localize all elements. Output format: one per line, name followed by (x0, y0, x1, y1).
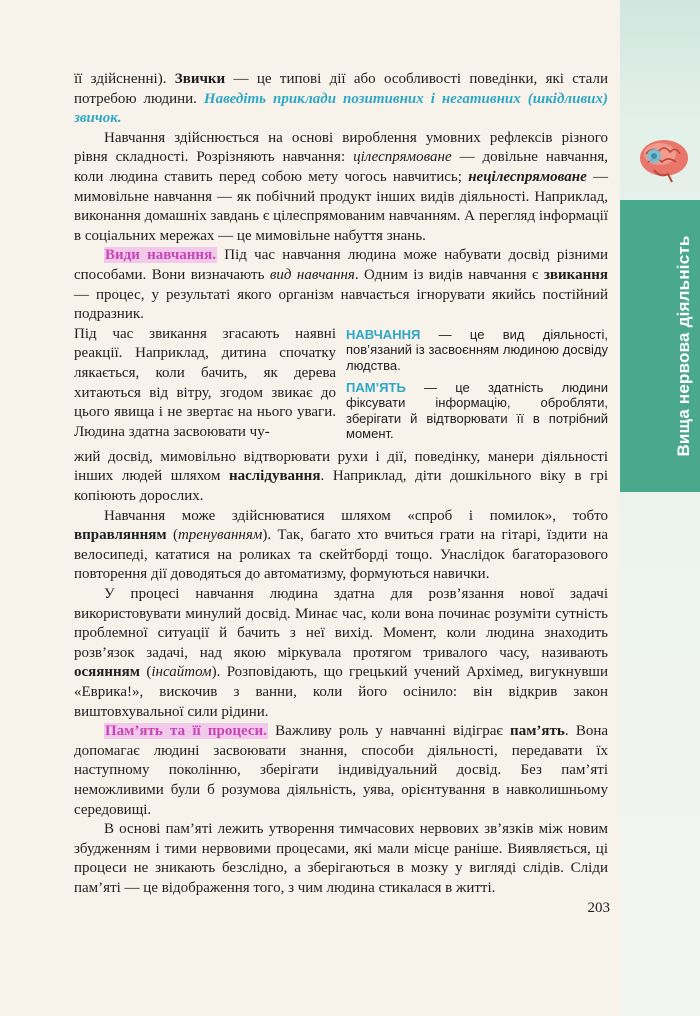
chapter-title: Вища нервова діяльність (674, 235, 693, 457)
section-heading-learning-types: Види навчання. (105, 247, 216, 264)
definition-memory: ПАМ’ЯТЬ — це здатність людини фіксувати інформацію, обробляти, зберігати й відтворювати її в потрібний момент. (346, 379, 608, 442)
paragraph-habits: її здійсненні). Звички — це типові дії або особливості поведінки, які стали потребою людини. Наведіть приклади позитивних і негативних (шкідливих) звичок. (74, 71, 608, 127)
definitions-box (346, 327, 608, 448)
paragraph-imitation: жий досвід, мимовільно відтворювати рухи і дії, поведінку, манери діяльності інших людей шляхом наслідування. Наприклад, діти дошкільного віку в грі копіюють дорослих. (74, 448, 608, 505)
page-number: 203 (587, 900, 610, 916)
section-heading-memory: Пам’ять та її процеси. (105, 723, 267, 740)
side-band (620, 0, 700, 1016)
paragraph-insight: У процесі навчання людина здатна для розв’язання нової задачі використовувати минулий досвід. Минає час, коли вона починає розуміти сутність проблемної ситуації й бачить з неї вихід. Момент, коли людина знаходить розв’язок задачі, над якою міркувала протягом тривалого часу, називають осяянням (інсайтом). Розповідають, що грецький учений Архімед, вигукнувши «Еврика!», вискочив з ванни, коли його осінило: він відкрив закон виштовхувальної сили рідини. (74, 586, 608, 720)
left-column: Під час звикання згасають наявні реакції. Наприклад, дитина спочатку лякається, коли бачить, як дерева хитаються від вітру, згодом звикає до цього явища і не звертає на нього уваги. Людина здатна засвоювати чу- (74, 325, 336, 440)
paragraph-memory-basis: В основі пам’яті лежить утворення тимчасових нервових зв’язків між новим збудженням і тими нервовими процесами, які мали місце раніше. Виявляється, ці процеси не зникають безслідно, а зберігаються в мозку у вигляді слідів. Сліди пам’яті — це відображення того, з чим людина стикалася в житті. (74, 821, 608, 896)
chapter-tab (620, 200, 700, 492)
paragraph-memory: Пам’ять та її процеси. Важливу роль у навчанні відіграє пам’ять. Вона допомагає людині засвоювати знання, способи діяльності, передавати їх наступному поколінню, зберігати індивідуальний досвід. Без пам’яті неможливими були б розумова діяльність, уява, орієнтування в навколишньому середовищі. (74, 723, 609, 818)
split-section (74, 325, 608, 448)
term-habits: Звички (174, 71, 226, 87)
paragraph-practice: Навчання може здійснюватися шляхом «спроб і помилок», тобто вправлянням (тренуванням). Так, багато хто вчиться грати на гітарі, їздити на велосипеді, кататися на роликах та скейтборді тощо. Унаслідок багаторазового повторення дії доводяться до автоматизму, формуються навички. (74, 507, 609, 583)
paragraph-learning-basis: Навчання здійснюється на основі вироблення умовних рефлексів різного рівня складності. Розрізняють навчання: цілеспрямоване — довільне навчання, коли людина ставить перед собою мету чогось навчитись; нецілеспрямоване — мимовільне навчання — як побічний продукт інших видів діяльності. Наприклад, виконання домашніх завдань є цілеспрямованим навчанням. А перегляд інформації в соціальних мережах — це мимовільне набуття знань. (74, 129, 609, 244)
page-content (74, 70, 608, 899)
question-habits: Наведіть приклади позитивних і негативних (шкідливих) звичок. (74, 90, 608, 127)
paragraph-learning-types: Види навчання. Під час навчання людина може набувати досвід різними способами. Вони визначають вид навчання. Одним із видів навчання є звикання — процес, у результаті якого організм навчається ігнорувати якийсь постійний подразник. (74, 247, 608, 323)
brain-icon (632, 134, 692, 186)
definition-learning: НАВЧАННЯ — це вид діяльності, пов’язаний із засвоєнням людиною досвіду людства. (346, 326, 608, 373)
